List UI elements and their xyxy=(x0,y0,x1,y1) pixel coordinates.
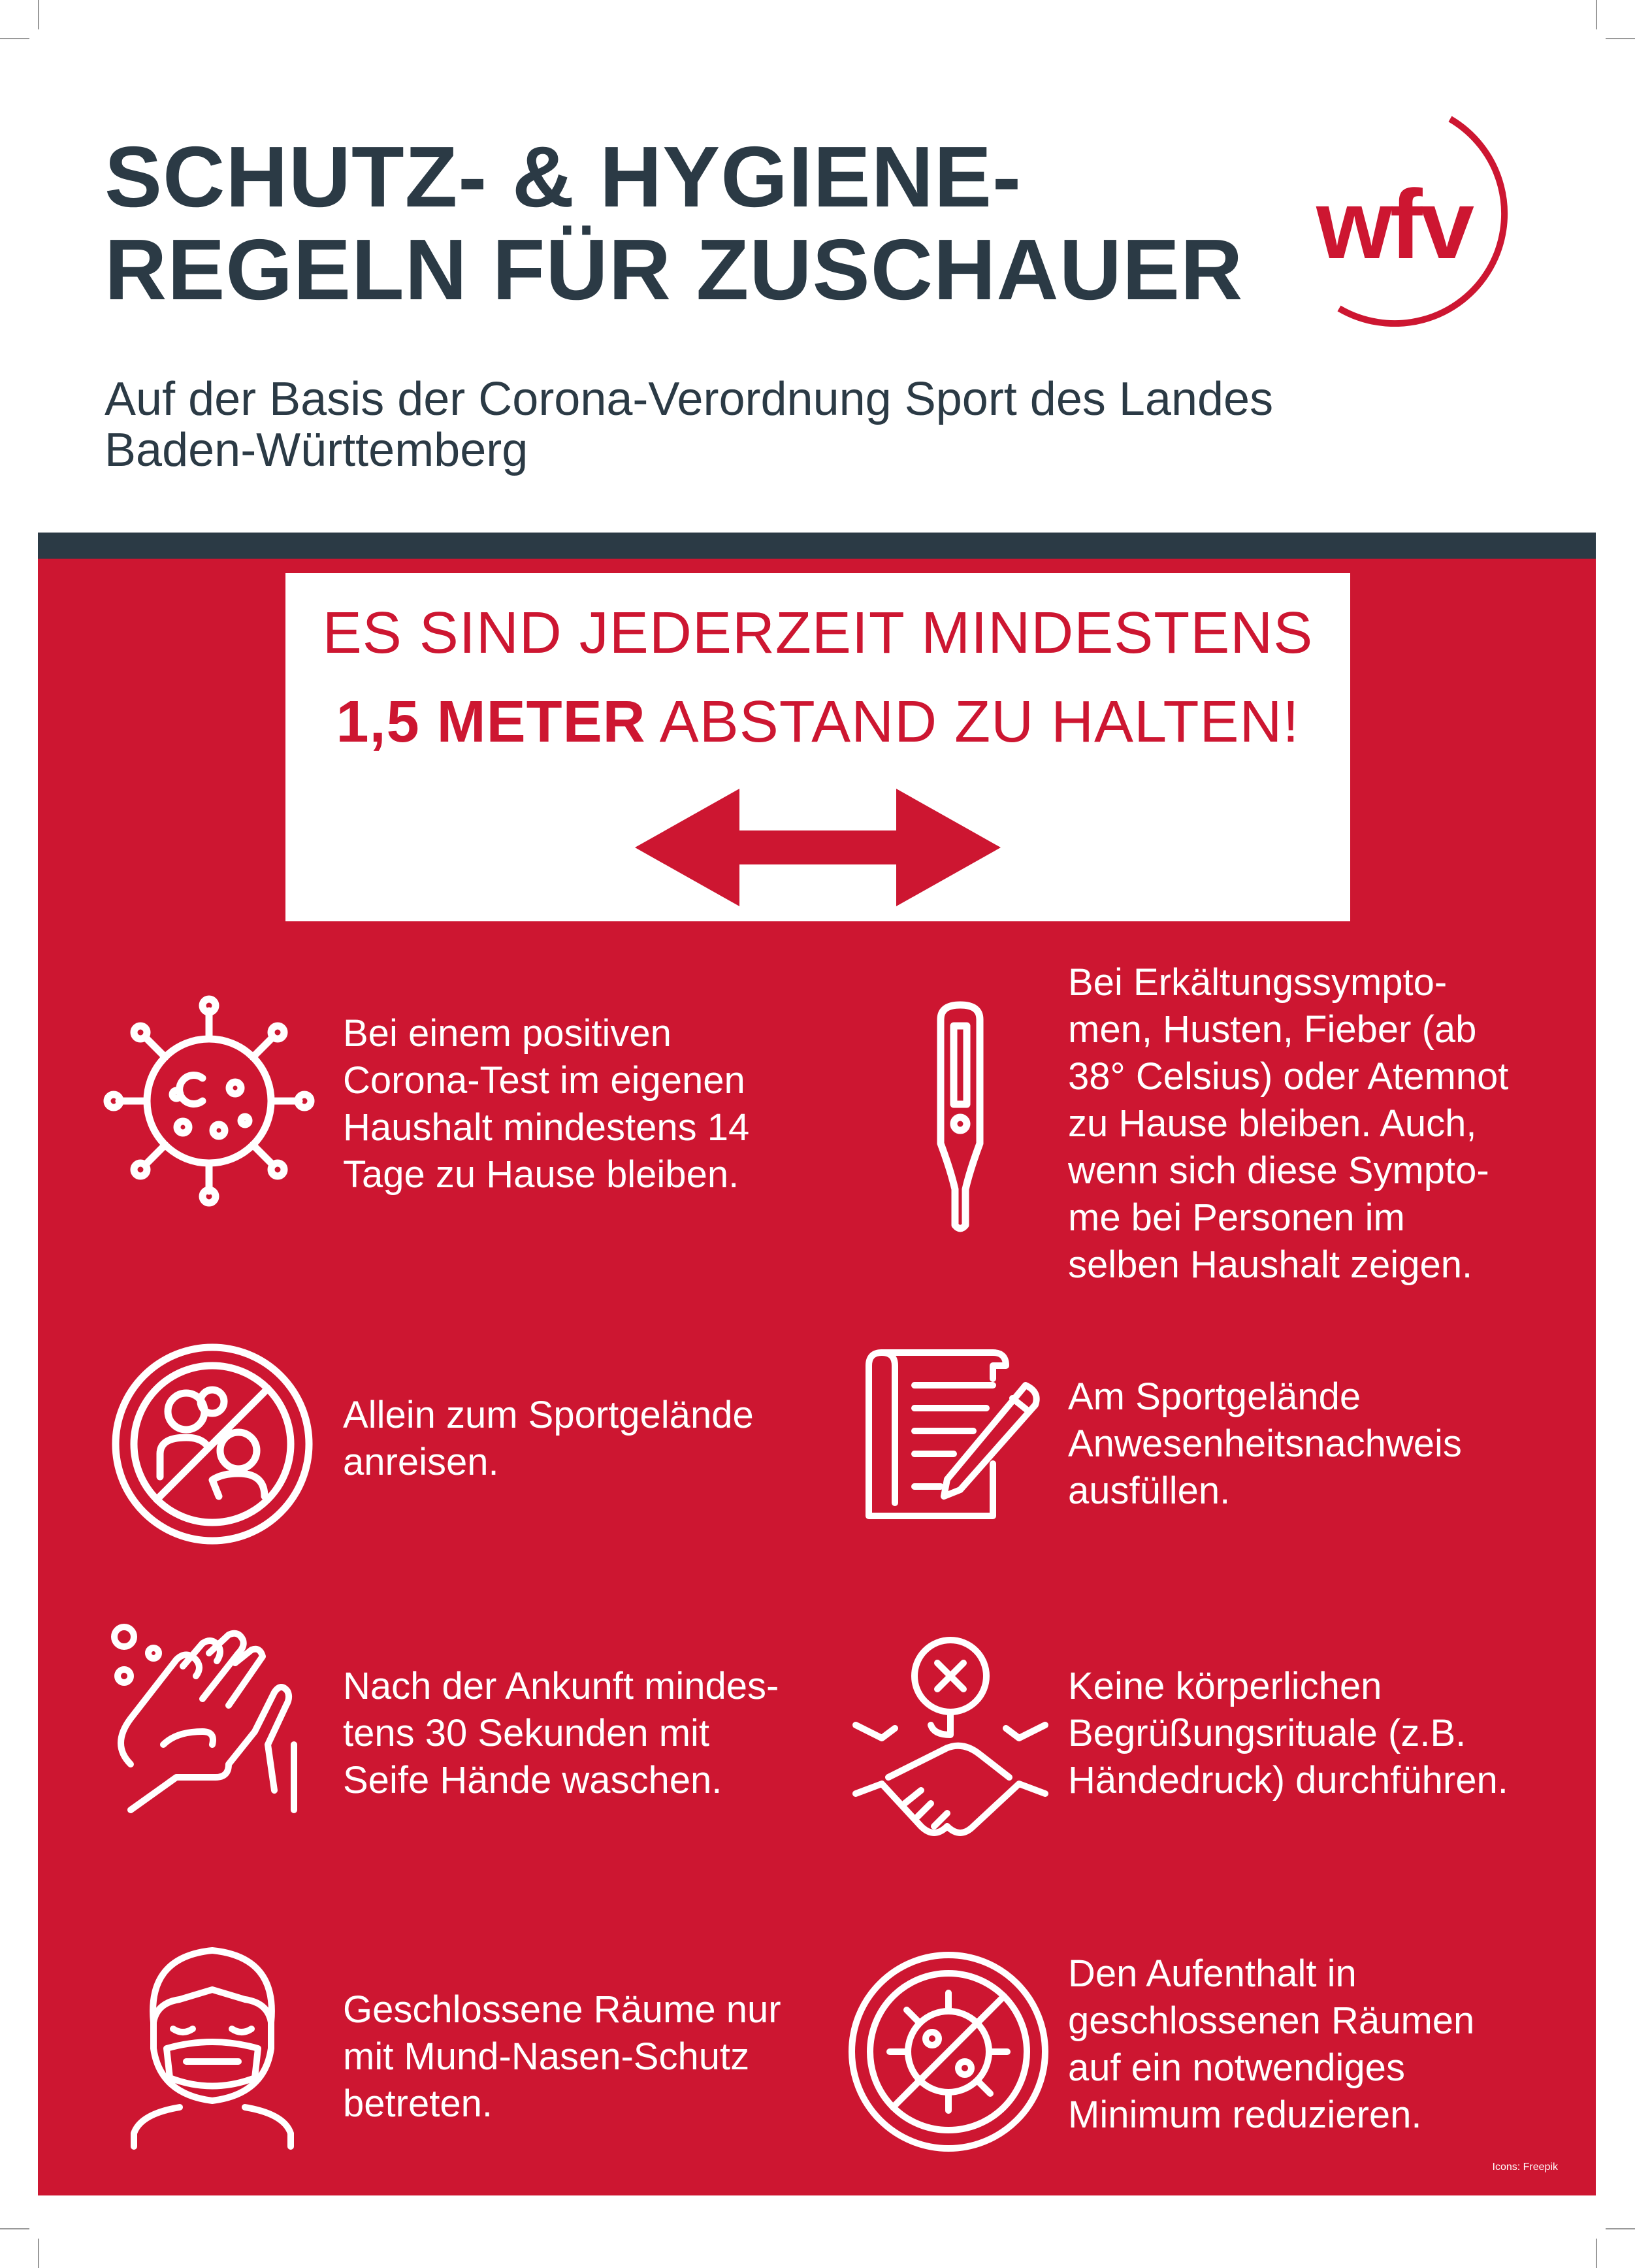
rule-text xyxy=(343,1392,754,1486)
rule-line: Minimum reduzieren. xyxy=(1068,2094,1422,2136)
crop-mark xyxy=(1596,2239,1597,2268)
crop-mark xyxy=(1606,2228,1635,2229)
rule-line: Bei einem positiven xyxy=(343,1012,672,1055)
rule-line: wenn sich diese Sympto- xyxy=(1068,1149,1489,1192)
rule-line: me bei Personen im xyxy=(1068,1196,1405,1239)
rule-text xyxy=(343,1663,779,1804)
rule-text xyxy=(1068,1373,1462,1515)
rule-line: Am Sportgelände xyxy=(1068,1375,1361,1418)
rule-line: Tage zu Hause bleiben. xyxy=(343,1153,739,1196)
subtitle xyxy=(105,374,1476,476)
rule-line: Seife Hände waschen. xyxy=(343,1759,722,1801)
rule-text xyxy=(1068,1663,1508,1804)
subtitle-line: Baden-Württemberg xyxy=(105,424,528,476)
rule-line: selben Haushalt zeigen. xyxy=(1068,1243,1473,1286)
rule-text xyxy=(343,1986,781,2128)
rule-line: Anwesenheitsnachweis xyxy=(1068,1422,1462,1465)
hand-washing-icon xyxy=(105,1614,314,1823)
rule-line: Corona-Test im eigenen xyxy=(343,1059,745,1102)
face-mask-icon xyxy=(127,1937,297,2146)
crop-mark xyxy=(38,0,39,29)
distance-text: ABSTAND ZU HALTEN! xyxy=(645,689,1300,755)
rule-line: zu Hause bleiben. Auch, xyxy=(1068,1102,1477,1145)
no-group-icon xyxy=(108,1339,317,1549)
logo-text: wfv xyxy=(1316,169,1472,279)
rule-line: Allein zum Sportgelände xyxy=(343,1394,754,1436)
rule-line: Keine körperlichen xyxy=(1068,1665,1382,1707)
divider-bar xyxy=(38,533,1596,559)
rule-line: Nach der Ankunft mindes- xyxy=(343,1665,779,1707)
rule-line: Haushalt mindestens 14 xyxy=(343,1106,750,1149)
distance-line-2 xyxy=(285,689,1350,755)
virus-icon xyxy=(105,996,314,1206)
crop-mark xyxy=(1606,38,1635,39)
rule-line: Den Aufenthalt in xyxy=(1068,1952,1357,1995)
distance-value: 1,5 METER xyxy=(336,689,646,755)
thermometer-icon xyxy=(921,1000,999,1235)
crop-mark xyxy=(0,2228,29,2229)
rule-line: ausfüllen. xyxy=(1068,1470,1231,1512)
rule-line: anreisen. xyxy=(343,1441,499,1483)
no-handshake-icon xyxy=(849,1630,1052,1846)
rule-line: geschlossenen Räumen xyxy=(1068,1999,1475,2042)
rule-line: 38° Celsius) oder Atemnot xyxy=(1068,1055,1509,1098)
rule-line: mit Mund-Nasen-Schutz xyxy=(343,2035,750,2078)
title-line: REGELN FÜR ZUSCHAUER xyxy=(105,222,1244,318)
crop-mark xyxy=(38,2239,39,2268)
page-title xyxy=(105,131,1280,316)
rule-line: men, Husten, Fieber (ab xyxy=(1068,1008,1477,1051)
clipboard-pen-icon xyxy=(862,1346,1045,1522)
rule-line: auf ein notwendiges xyxy=(1068,2046,1405,2089)
rule-text xyxy=(1068,959,1508,1289)
rule-text xyxy=(1068,1950,1474,2139)
rule-line: betreten. xyxy=(343,2082,493,2125)
distance-notice xyxy=(285,573,1350,921)
double-arrow-icon xyxy=(635,789,1001,906)
rule-line: Bei Erkältungssympto- xyxy=(1068,961,1448,1004)
rule-text xyxy=(343,1010,749,1198)
rule-line: Geschlossene Räume nur xyxy=(343,1988,781,2031)
distance-line-1: ES SIND JEDERZEIT MINDESTENS xyxy=(322,600,1314,666)
subtitle-line: Auf der Basis der Corona-Verordnung Sport des Landes xyxy=(105,373,1274,425)
rule-line: tens 30 Sekunden mit xyxy=(343,1712,710,1754)
title-line: SCHUTZ- & HYGIENE- xyxy=(105,129,1022,225)
crop-mark xyxy=(1596,0,1597,29)
crop-mark xyxy=(0,38,29,39)
rule-line: Händedruck) durchführen. xyxy=(1068,1759,1508,1801)
icon-credit: Icons: Freepik xyxy=(1492,2161,1558,2173)
wfv-logo xyxy=(1300,111,1529,327)
no-virus-icon xyxy=(844,1947,1053,2156)
rule-line: Begrüßungsrituale (z.B. xyxy=(1068,1712,1466,1754)
